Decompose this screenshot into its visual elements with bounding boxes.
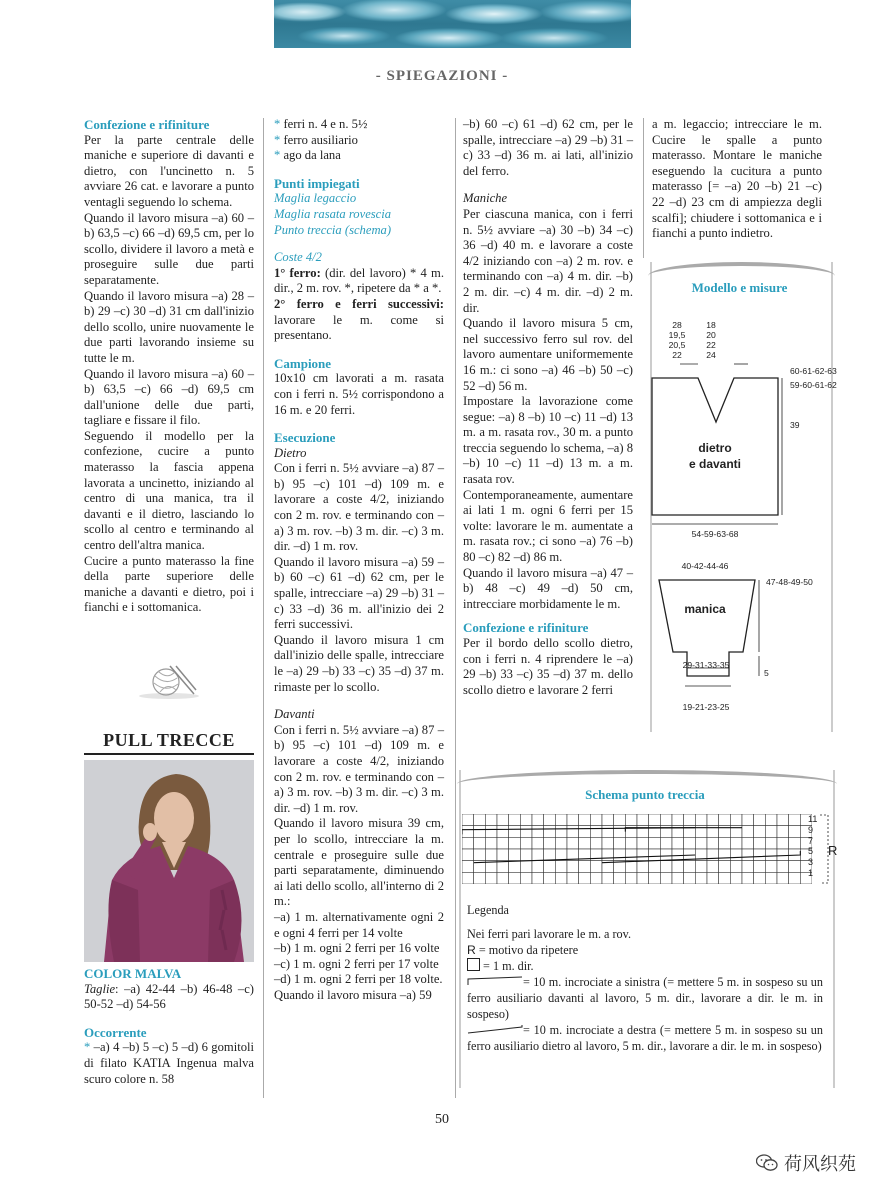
grid-cell bbox=[567, 861, 579, 873]
paragraph: Impostare la lavorazione come segue: –a) 8 –b) 10 –c) 11 –d) 13 m. a m. rasata rov., 30 m. a punto treccia seguendo lo schema, –a) 8 –b) 10 –c) 11 –d) 13 m. a m. rasata rov. bbox=[463, 394, 633, 487]
shoulder-measure: 59-60-61-62 bbox=[790, 380, 837, 390]
grid-cell bbox=[684, 814, 696, 826]
grid-cell bbox=[754, 814, 766, 826]
grid-cell bbox=[695, 814, 707, 826]
coste-1-text: (dir. del lavoro) * 4 m. dir., 2 m. rov. *, ripetere da * a *. bbox=[274, 265, 444, 296]
paragraph: Quando il lavoro misura –a) 59 bbox=[274, 987, 432, 1002]
grid-cell bbox=[590, 861, 602, 873]
grid-cell bbox=[485, 849, 497, 861]
wechat-icon bbox=[756, 1154, 778, 1172]
sleeve-mid-measure: 29-31-33-35 bbox=[682, 660, 730, 670]
grid-cell bbox=[520, 814, 532, 826]
grid-cell bbox=[567, 826, 579, 838]
grid-cell bbox=[485, 814, 497, 826]
grid-cell bbox=[485, 826, 497, 838]
grid-cell bbox=[567, 814, 579, 826]
legenda-right-cross bbox=[467, 1022, 823, 1054]
grid-cell bbox=[742, 861, 754, 873]
grid-cell bbox=[695, 837, 707, 849]
grid-cell bbox=[544, 837, 556, 849]
paragraph: a m. legaccio; intrecciare le m. Cucire le spalle a punto materasso. Montare le maniche eseguendo la cucitura a punto materasso [= –a) 20 –b) 21 –c) 22 –d) 23 cm di ampiezza degli scalfi]; chiudere i sottomanica e i fianchi a punto indietro. bbox=[652, 117, 822, 241]
grid-cell bbox=[742, 826, 754, 838]
grid-cell bbox=[497, 861, 509, 873]
grid-cell bbox=[765, 861, 777, 873]
grid-cell bbox=[742, 814, 754, 826]
model-photo bbox=[84, 760, 254, 962]
grid-cell bbox=[462, 849, 474, 861]
grid-cell bbox=[695, 861, 707, 873]
grid-cell bbox=[777, 814, 789, 826]
grid-cell bbox=[789, 826, 801, 838]
grid-cell bbox=[637, 872, 649, 884]
grid-cell bbox=[462, 861, 474, 873]
paragraph: Quando il lavoro misura –a) 47 –b) 48 –c) 49 –d) 50 cm, intrecciare morbidamente le m. bbox=[463, 565, 633, 611]
grid-cell bbox=[684, 837, 696, 849]
maniche-label: Maniche bbox=[463, 191, 508, 206]
measure-label: 18 bbox=[706, 320, 716, 330]
grid-cell bbox=[474, 814, 486, 826]
grid-cell bbox=[684, 872, 696, 884]
grid-cell bbox=[754, 837, 766, 849]
info-block bbox=[84, 966, 254, 1087]
grid-cell bbox=[532, 861, 544, 873]
yarn-ball-icon bbox=[136, 660, 202, 700]
grid-cell bbox=[532, 826, 544, 838]
grid-cell bbox=[509, 826, 521, 838]
grid-cell bbox=[555, 849, 567, 861]
grid-cell bbox=[730, 872, 742, 884]
paragraph: Quando il lavoro misura –a) 59 –b) 60 –c) 61 –d) 62 cm, per le spalle, intrecciare –a) 29 –b) 31 –c) 33 –d) 36 m. all'inizio dei 2 ferri successivi. bbox=[274, 554, 444, 632]
grid-cell bbox=[520, 826, 532, 838]
legenda bbox=[467, 902, 823, 1054]
paragraph: Con i ferri n. 5½ avviare –a) 87 –b) 95 –c) 101 –d) 109 m. e lavorare a coste 4/2, iniziando con 2 m. rov. e terminando con –a) 3 m. rov. –b) 3 m. dir. –c) 3 m. dir. –d) 1 m. rov. bbox=[274, 461, 444, 554]
grid-cell bbox=[625, 872, 637, 884]
column-2 bbox=[274, 117, 444, 1003]
box-text: = 1 m. dir. bbox=[480, 959, 534, 973]
grid-cell bbox=[485, 837, 497, 849]
grid-cell bbox=[614, 837, 626, 849]
row-number: 7 bbox=[808, 835, 814, 846]
paragraph: –b) 1 m. ogni 2 ferri per 16 volte bbox=[274, 941, 440, 956]
grid-cell bbox=[532, 849, 544, 861]
punto-item: Maglia legaccio bbox=[274, 191, 357, 206]
grid-cell bbox=[789, 861, 801, 873]
coste-row-1 bbox=[274, 266, 444, 297]
grid-cell bbox=[765, 872, 777, 884]
grid-cell bbox=[742, 872, 754, 884]
grid-cell bbox=[485, 872, 497, 884]
grid-cell bbox=[509, 814, 521, 826]
grid-cell bbox=[555, 861, 567, 873]
occorrente-text: * –a) 4 –b) 5 –c) 5 –d) 6 gomitoli di filato KATIA Ingenua malva scuro colore n. 58 bbox=[84, 1040, 254, 1086]
page-number: 50 bbox=[435, 1112, 449, 1127]
occorrente-heading: Occorrente bbox=[84, 1024, 147, 1040]
grid-cell bbox=[695, 872, 707, 884]
grid-cell bbox=[637, 849, 649, 861]
grid-cell bbox=[719, 872, 731, 884]
grid-cell bbox=[509, 872, 521, 884]
legenda-left-cross bbox=[467, 974, 823, 1022]
grid-cell bbox=[660, 837, 672, 849]
grid-cell bbox=[509, 849, 521, 861]
taglie-text: : –a) 42-44 –b) 46-48 –c) 50-52 –d) 54-56 bbox=[84, 981, 254, 1012]
grid-cell bbox=[777, 872, 789, 884]
paragraph: Quando il lavoro misura 1 cm dall'inizio delle spalle, intrecciare le –a) 29 –b) 33 –c) 35 –d) 37 m. rimaste per lo scollo. bbox=[274, 632, 444, 694]
body-width-measure: 54-59-63-68 bbox=[691, 529, 739, 539]
taglie-line bbox=[84, 982, 254, 1013]
grid-cell bbox=[789, 837, 801, 849]
grid-cell bbox=[532, 837, 544, 849]
coste-2-label: 2° ferro e ferri successivi: bbox=[274, 296, 444, 311]
grid-cell bbox=[590, 837, 602, 849]
campione-heading: Campione bbox=[274, 355, 332, 371]
davanti-label: Davanti bbox=[274, 707, 315, 722]
grid-cell bbox=[544, 814, 556, 826]
grid-cell bbox=[555, 814, 567, 826]
grid-cell bbox=[684, 861, 696, 873]
paragraph: Per il bordo dello scollo dietro, con i ferri n. 4 riprendere le –a) 29 –b) 33 –c) 35 –d) 37 m. dello scollo dietro e lavorare 2 ferri bbox=[463, 636, 633, 697]
paragraph: Quando il lavoro misura –a) 60 –b) 63,5 –c) 66 –d) 69,5 cm dall'unione delle due parti, tagliare e fissare il filo. bbox=[84, 366, 254, 428]
grid-cell bbox=[637, 861, 649, 873]
grid-cell bbox=[462, 872, 474, 884]
grid-cell bbox=[590, 814, 602, 826]
grid-cell bbox=[672, 872, 684, 884]
grid-cell bbox=[649, 814, 661, 826]
grid-cell bbox=[765, 849, 777, 861]
grid-cell bbox=[660, 872, 672, 884]
grid-cell bbox=[754, 826, 766, 838]
row-number: 9 bbox=[808, 824, 814, 835]
sleeve-height-measure: 47-48-49-50 bbox=[766, 577, 813, 587]
grid-cell bbox=[614, 872, 626, 884]
cuff-height-measure: 5 bbox=[764, 668, 769, 678]
pattern-title: PULL TRECCE bbox=[103, 730, 235, 750]
esecuzione-heading: Esecuzione bbox=[274, 430, 336, 446]
grid-cell bbox=[637, 837, 649, 849]
grid-cell bbox=[602, 849, 614, 861]
grid-cell bbox=[544, 826, 556, 838]
grid-cell bbox=[754, 861, 766, 873]
shoulder-measure: 60-61-62-63 bbox=[790, 366, 837, 376]
measure-label: 22 bbox=[672, 350, 682, 360]
grid-cell bbox=[777, 837, 789, 849]
grid-cell bbox=[765, 814, 777, 826]
grid-cell bbox=[672, 837, 684, 849]
paragraph: Quando il lavoro misura –a) 60 –b) 63,5 –c) 66 –d) 69,5 cm, per lo scollo, dividere il lavoro a metà e proseguire sulle due parti separatamente. bbox=[84, 210, 254, 287]
body-height-measure: 39 bbox=[790, 420, 800, 430]
left-cross-text: = 10 m. incrociate a sinistra (= mettere 5 m. in sospeso su un ferro ausiliario davanti al lavoro, 5 m. dir., lavorare a dir. le m. in sospeso) bbox=[467, 975, 823, 1021]
grid-cell bbox=[474, 826, 486, 838]
grid-cell bbox=[614, 849, 626, 861]
grid-cell bbox=[579, 826, 591, 838]
color-heading: COLOR MALVA bbox=[84, 966, 182, 981]
grid-cell bbox=[777, 849, 789, 861]
grid-cell bbox=[567, 837, 579, 849]
r-symbol: R bbox=[467, 943, 476, 957]
row-number: 5 bbox=[808, 846, 814, 857]
section-title: - SPIEGAZIONI - bbox=[375, 68, 509, 84]
paragraph: Cucire a punto materasso la fine della parte superiore delle maniche a davanti e dietro, poi i fianchi e i sottomanica. bbox=[84, 553, 254, 615]
coste-row-2 bbox=[274, 297, 444, 344]
grid-cell bbox=[742, 837, 754, 849]
grid-cell bbox=[672, 849, 684, 861]
grid-cell bbox=[754, 872, 766, 884]
grid-cell bbox=[579, 861, 591, 873]
grid-cell bbox=[555, 872, 567, 884]
paragraph: –a) 1 m. alternativamente ogni 2 e ogni 4 ferri per 14 volte bbox=[274, 909, 444, 940]
grid-cell bbox=[660, 849, 672, 861]
grid-cell bbox=[625, 849, 637, 861]
grid-cell bbox=[520, 861, 532, 873]
punto-item: Maglia rasata rovescia bbox=[274, 206, 392, 221]
grid-cell bbox=[625, 861, 637, 873]
grid-cell bbox=[672, 861, 684, 873]
grid-cell bbox=[497, 837, 509, 849]
measure-label: 20 bbox=[706, 330, 716, 340]
column-4 bbox=[652, 117, 822, 242]
grid-cell bbox=[777, 861, 789, 873]
grid-cell bbox=[602, 872, 614, 884]
body-label-line: e davanti bbox=[688, 457, 742, 471]
tool-item: * ferri n. 4 e n. 5½ bbox=[274, 117, 368, 131]
measure-label: 28 bbox=[672, 320, 682, 330]
tool-text: ferro ausiliario bbox=[283, 132, 358, 147]
grid-cell bbox=[730, 837, 742, 849]
row-number: 3 bbox=[808, 857, 814, 868]
tool-item: * ago da lana bbox=[274, 148, 341, 163]
column-divider bbox=[643, 118, 644, 258]
grid-cell bbox=[497, 872, 509, 884]
grid-cell bbox=[509, 837, 521, 849]
column-3 bbox=[463, 117, 633, 698]
paragraph: –b) 60 –c) 61 –d) 62 cm, per le spalle, intrecciare –a) 29 –b) 31 –c) 33 –d) 36 m. ai lati, all'inizio del ferro. bbox=[463, 117, 633, 178]
measure-label: 22 bbox=[706, 340, 716, 350]
grid-cell bbox=[497, 814, 509, 826]
grid-cell bbox=[462, 837, 474, 849]
tool-item: * ferro ausiliario bbox=[274, 132, 358, 147]
watermark bbox=[756, 1150, 856, 1176]
grid-cell bbox=[625, 837, 637, 849]
grid-cell bbox=[660, 814, 672, 826]
paragraph: –d) 1 m. ogni 2 ferri per 18 volte. bbox=[274, 972, 443, 987]
sleeve-diagram bbox=[655, 572, 767, 702]
paragraph: Per la parte centrale delle maniche e superiore di davanti e dietro, con l'uncinetto n. 5 avviare 26 cat. e lavorare a punto ventagli seguendo lo schema. bbox=[84, 132, 254, 209]
paragraph: Con i ferri n. 5½ avviare –a) 87 –b) 95 –c) 101 –d) 109 m. e lavorare a coste 4/2, iniziando con 2 m. rov. e terminando con –a) 3 m. rov. –b) 3 m. dir. –c) 3 m. dir. –d) 1 m. rov. bbox=[274, 722, 444, 815]
knit-box-icon bbox=[467, 958, 480, 971]
row-number: 1 bbox=[808, 867, 814, 878]
grid-cell bbox=[614, 814, 626, 826]
body-label bbox=[655, 440, 775, 472]
measure-label: 19,5 bbox=[668, 330, 686, 340]
cable-chart-grid bbox=[462, 814, 812, 884]
occorrente-body: –a) 4 –b) 5 –c) 5 –d) 6 gomitoli di filato KATIA Ingenua malva scuro colore n. 58 bbox=[84, 1040, 254, 1086]
modello-title: Modello e misure bbox=[691, 280, 788, 295]
dietro-label: Dietro bbox=[274, 445, 307, 460]
grid-cell bbox=[742, 849, 754, 861]
grid-cell bbox=[602, 814, 614, 826]
coste-1-label: 1° ferro: bbox=[274, 265, 321, 280]
grid-cell bbox=[707, 814, 719, 826]
left-cross-icon bbox=[467, 976, 523, 986]
tool-text: ferri n. 4 e n. 5½ bbox=[283, 117, 368, 131]
grid-cell bbox=[625, 814, 637, 826]
right-cross-icon bbox=[467, 1024, 523, 1034]
grid-cell bbox=[532, 872, 544, 884]
paragraph: Quando il lavoro misura 39 cm, per lo scollo, intrecciare la m. centrale e proseguire sulle due parti separatamente, diminuendo ai lati dello scollo, all'interno di 2 m.: bbox=[274, 816, 444, 909]
grid-cell bbox=[707, 837, 719, 849]
grid-cell bbox=[719, 849, 731, 861]
grid-cell bbox=[579, 837, 591, 849]
grid-cell bbox=[707, 861, 719, 873]
paragraph: Per ciascuna manica, con i ferri n. 5½ avviare –a) 30 –b) 34 –c) 36 –d) 40 m. e lavorare a coste 4/2 iniziando con –a) 2 m. rov. e terminando con –a) 4 m. dir. –b) 2 m. dir. –c) 4 m. dir. –d) 2 m. dir. bbox=[463, 206, 633, 315]
legenda-title: Legenda bbox=[467, 903, 509, 917]
grid-cell bbox=[754, 849, 766, 861]
repeat-label: R bbox=[828, 843, 838, 858]
grid-cell bbox=[672, 814, 684, 826]
grid-cell bbox=[777, 826, 789, 838]
grid-cell bbox=[555, 837, 567, 849]
yarn-banner-image bbox=[274, 0, 631, 48]
grid-cell bbox=[532, 814, 544, 826]
measure-label: 24 bbox=[706, 350, 716, 360]
column-1 bbox=[84, 117, 254, 616]
paragraph: Quando il lavoro misura 5 cm, nel successivo ferro sul rov. del lavoro aumentare uniformemente 16 m.: ci sono –a) 46 –b) 50 –c) 52 –d) 56 m. bbox=[463, 316, 633, 393]
grid-cell bbox=[462, 826, 474, 838]
punto-item: Punto treccia (schema) bbox=[274, 222, 392, 237]
grid-cell bbox=[462, 814, 474, 826]
row-number: 11 bbox=[808, 814, 818, 824]
column-divider bbox=[263, 118, 264, 1098]
grid-cell bbox=[730, 814, 742, 826]
grid-cell bbox=[649, 861, 661, 873]
grid-cell bbox=[579, 872, 591, 884]
grid-cell bbox=[555, 826, 567, 838]
paragraph: –c) 1 m. ogni 2 ferri per 17 volte bbox=[274, 956, 439, 971]
grid-cell bbox=[509, 861, 521, 873]
grid-cell bbox=[602, 837, 614, 849]
grid-cell bbox=[614, 826, 626, 838]
grid-cell bbox=[567, 872, 579, 884]
grid-cell bbox=[497, 849, 509, 861]
grid-cell bbox=[520, 872, 532, 884]
grid-cell bbox=[765, 826, 777, 838]
neck-measure-col-1 bbox=[666, 320, 688, 360]
grid-cell bbox=[497, 826, 509, 838]
right-cross-text: = 10 m. incrociate a destra (= mettere 5 m. in sospeso su un ferro ausiliario dietro al lavoro, 5 m. dir., lavorare a dir. le m. in sospeso) bbox=[467, 1023, 823, 1053]
measure-label: 20,5 bbox=[668, 340, 686, 350]
grid-cell bbox=[590, 872, 602, 884]
coste-2-text: lavorare le m. come si presentano. bbox=[274, 312, 444, 343]
paragraph: Seguendo il modello per la confezione, cucire a punto materasso la fascia appena lavorata a uncinetto, iniziando al centro di una manica, tra il davanti e il dietro, lasciando lo scollo al centro e terminando al centro dell'altra manica. bbox=[84, 428, 254, 553]
grid-cell bbox=[474, 872, 486, 884]
grid-cell bbox=[520, 849, 532, 861]
grid-cell bbox=[765, 837, 777, 849]
grid-cell bbox=[649, 849, 661, 861]
cuff-width-measure: 19-21-23-25 bbox=[682, 702, 730, 712]
grid-cell bbox=[707, 872, 719, 884]
watermark-text: 荷风织苑 bbox=[784, 1154, 856, 1175]
grid-cell bbox=[730, 861, 742, 873]
grid-cell bbox=[649, 872, 661, 884]
column-divider bbox=[455, 118, 456, 1098]
grid-cell bbox=[719, 837, 731, 849]
neck-measure-col-2 bbox=[700, 320, 722, 360]
grid-cell bbox=[590, 826, 602, 838]
grid-cell bbox=[789, 872, 801, 884]
grid-cell bbox=[544, 861, 556, 873]
grid-cell bbox=[719, 861, 731, 873]
sleeve-top-measure: 40-42-44-46 bbox=[681, 561, 729, 571]
punti-heading: Punti impiegati bbox=[274, 175, 360, 191]
grid-cell bbox=[719, 814, 731, 826]
confezione-heading: Confezione e rifiniture bbox=[463, 620, 589, 636]
grid-cell bbox=[474, 837, 486, 849]
r-text: = motivo da ripetere bbox=[475, 943, 579, 957]
grid-cell bbox=[730, 849, 742, 861]
grid-cell bbox=[474, 849, 486, 861]
tool-text: ago da lana bbox=[283, 148, 341, 163]
grid-cell bbox=[579, 814, 591, 826]
taglie-label: Taglie bbox=[84, 981, 116, 996]
legenda-intro: Nei ferri pari lavorare le m. a rov. bbox=[467, 927, 631, 941]
sleeve-label: manica bbox=[684, 602, 726, 616]
grid-cell bbox=[637, 814, 649, 826]
coste-heading: Coste 4/2 bbox=[274, 250, 322, 265]
grid-cell bbox=[649, 837, 661, 849]
grid-cell bbox=[660, 861, 672, 873]
legenda-box bbox=[467, 958, 823, 974]
grid-cell bbox=[520, 837, 532, 849]
paragraph: Contemporaneamente, aumentare ai lati 1 m. ogni 6 ferri per 15 volte: lavorare le m. aumentate a m. rasata rov.; ci sono –a) 76 –b) 80 –c) 82 –d) 86 m. bbox=[463, 487, 633, 565]
paragraph: Quando il lavoro misura –a) 28 –b) 29 –c) 30 –d) 31 cm dall'inizio dello scollo, unire nuovamente le due parti lavorando insieme su tutte le m. bbox=[84, 288, 254, 365]
schema-title: Schema punto treccia bbox=[585, 787, 705, 802]
grid-cell bbox=[544, 872, 556, 884]
heading-confezione: Confezione e rifiniture bbox=[84, 117, 210, 132]
grid-cell bbox=[602, 826, 614, 838]
legenda-r bbox=[467, 942, 823, 958]
title-rule bbox=[84, 753, 254, 755]
body-label-line: dietro bbox=[698, 441, 732, 455]
grid-cell bbox=[544, 849, 556, 861]
grid-cell bbox=[789, 814, 801, 826]
campione-text: 10x10 cm lavorati a m. rasata con i ferri n. 5½ corrispondono a 16 m. e 20 ferri. bbox=[274, 371, 444, 417]
